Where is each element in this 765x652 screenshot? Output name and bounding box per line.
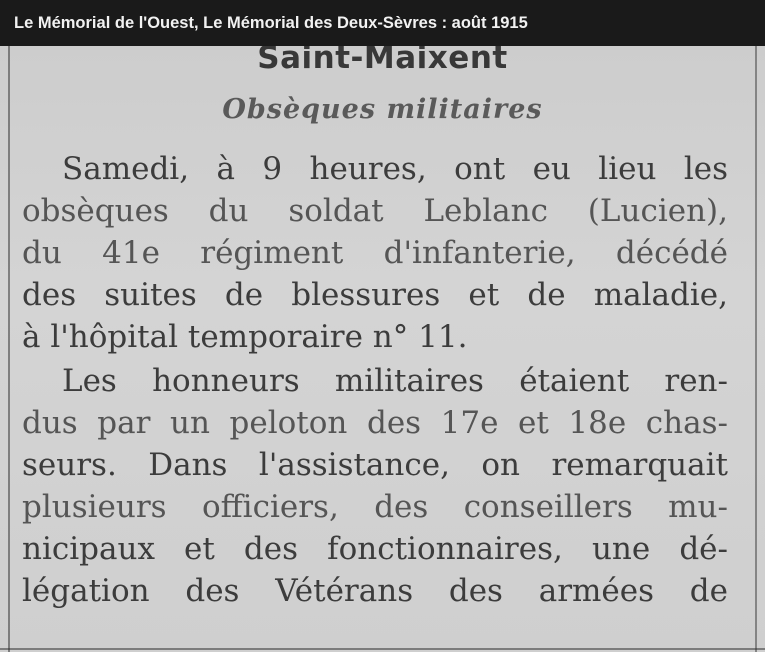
article-line-10: nicipaux et des fonctionnaires, une dé-	[22, 531, 728, 567]
article-line-1: Samedi, à 9 heures, ont eu lieu les	[62, 151, 728, 187]
article-headline: Saint-Maixent	[257, 46, 508, 76]
column-rule-left	[8, 46, 10, 652]
article-line-5: à l'hôpital temporaire n° 11.	[22, 319, 468, 355]
article-line-2: obsèques du soldat Leblanc (Lucien),	[22, 193, 728, 229]
article-line-4: des suites de blessures et de maladie,	[22, 277, 728, 313]
title-bar	[0, 0, 765, 46]
column-rule-right	[755, 46, 757, 652]
bottom-rule	[0, 648, 765, 650]
article-line-8: seurs. Dans l'assistance, on remarquait	[22, 447, 728, 483]
article-line-11: légation des Vétérans des armées de	[22, 573, 728, 609]
newspaper-clipping	[0, 46, 765, 652]
article-subhead: Obsèques militaires	[222, 94, 543, 125]
article-line-9: plusieurs officiers, des conseillers mu-	[22, 489, 728, 525]
window-title: Le Mémorial de l'Ouest, Le Mémorial des Deux-Sèvres : août 1915	[14, 13, 528, 32]
article-line-3: du 41e régiment d'infanterie, décédé	[22, 235, 728, 271]
article-line-7: dus par un peloton des 17e et 18e chas-	[22, 405, 728, 441]
article-line-6: Les honneurs militaires étaient ren-	[62, 363, 728, 399]
